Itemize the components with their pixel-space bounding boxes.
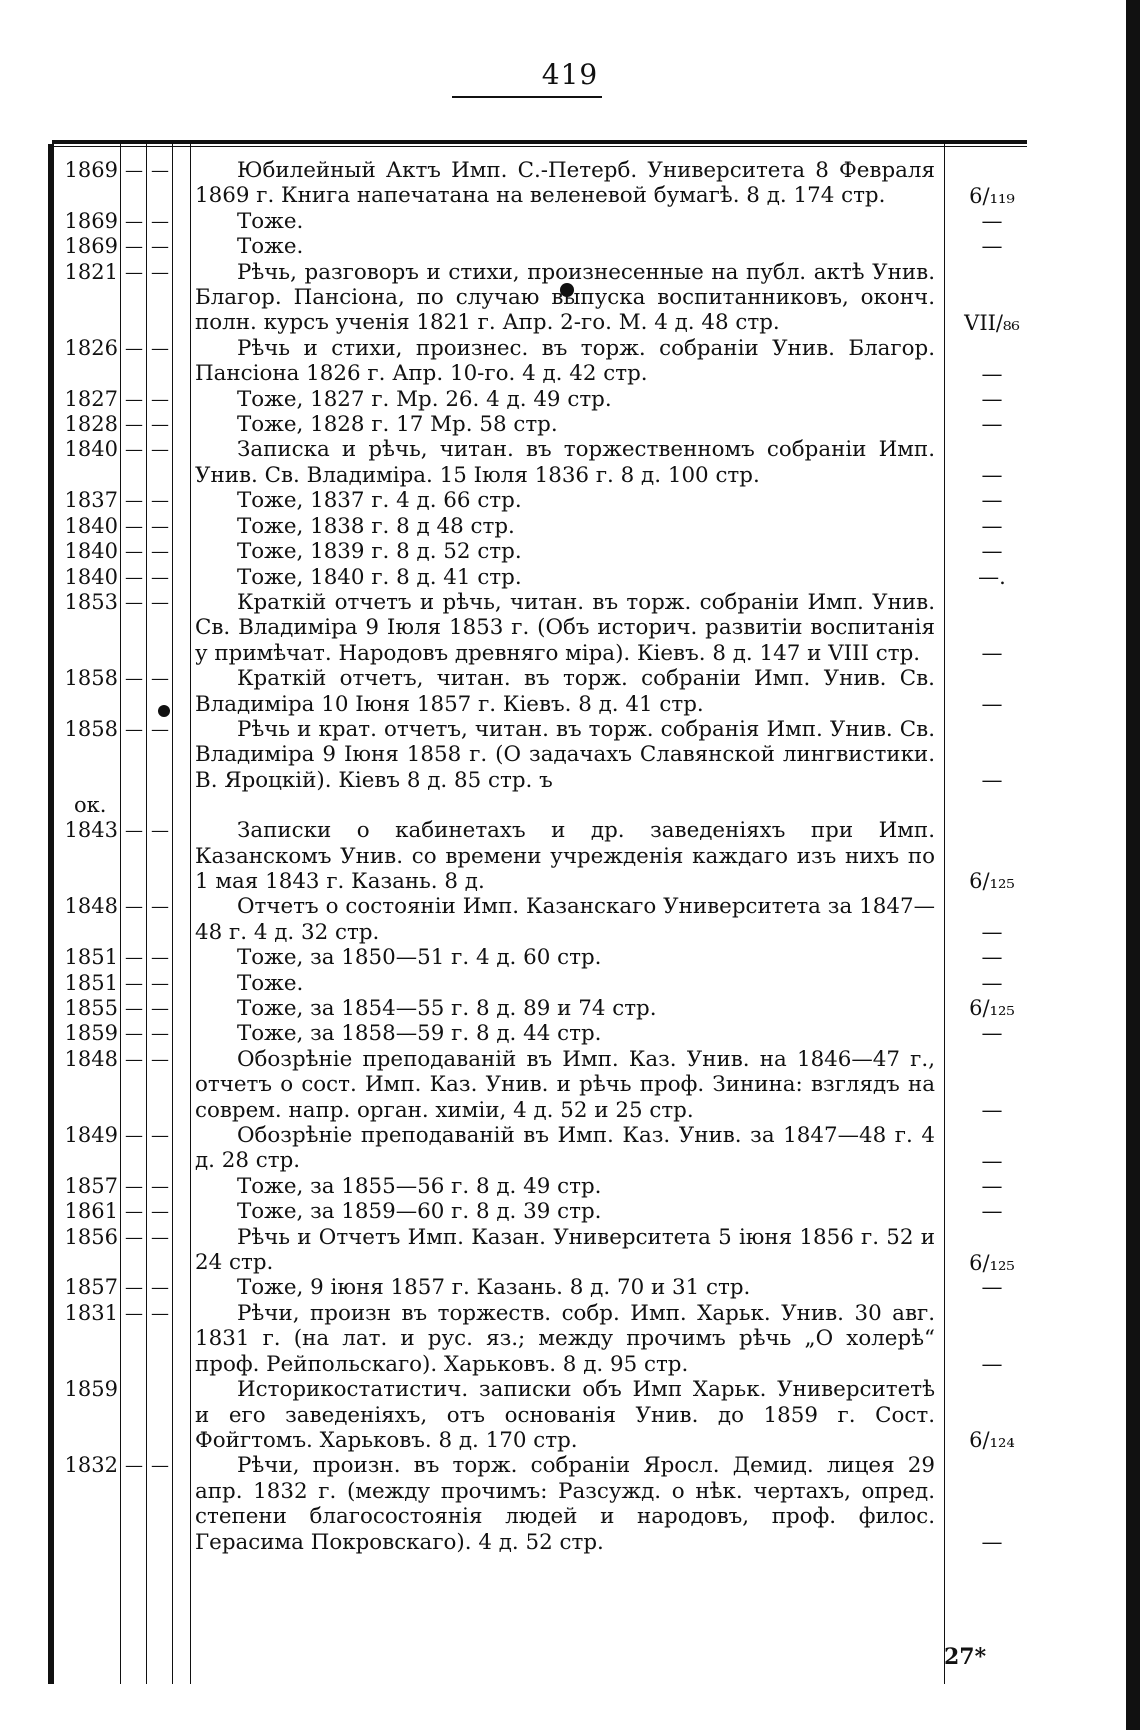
catalog-entry (0, 336, 1140, 387)
catalog-entry (0, 514, 1140, 539)
entry-dash: — (151, 566, 169, 588)
catalog-entry (0, 717, 1140, 793)
entry-text: Тоже, за 1855—56 г. 8 д. 49 стр. (237, 1173, 602, 1199)
entry-text: Тоже, 1838 г. 8 д 48 стр. (237, 513, 515, 539)
entry-year: 1859 (64, 1377, 118, 1402)
entry-text: Тоже, за 1850—51 г. 4 д. 60 стр. (237, 945, 602, 971)
entry-dash: — (151, 972, 169, 994)
entry-dash: — (125, 515, 143, 537)
catalog-entry (0, 539, 1140, 564)
entry-dash: — (151, 718, 169, 740)
entry-dash: — (151, 947, 169, 969)
entry-price: — (981, 1530, 1003, 1555)
entry-dash: — (125, 1125, 143, 1147)
entry-year: 1832 (64, 1453, 118, 1478)
catalog-entry (0, 1021, 1140, 1046)
entry-dash: — (125, 566, 143, 588)
entry-price: — (981, 1275, 1003, 1300)
entry-text: Тоже, 1828 г. 17 Мр. 58 стр. (237, 412, 558, 438)
entry-dash: — (125, 210, 143, 232)
catalog-entry (0, 1225, 1140, 1276)
entry-price: — (981, 970, 1003, 995)
entry-text: Рѣчь, разговоръ и стихи, произнесенные на публ. актѣ Унив. Благор. Пансіона, по случаю выпуска воспитанниковъ, оконч. полн. курсъ ученія 1821 г. Апр. 2-го. М. 4 д. 48 стр. (195, 259, 935, 336)
entry-dash: — (125, 439, 143, 461)
entry-dash: — (151, 998, 169, 1019)
entry-year: 1848 (64, 894, 118, 919)
entry-dash: — (125, 1023, 143, 1045)
entry-dash: — (151, 541, 169, 563)
entry-dash: — (125, 591, 143, 613)
entry-dash: — (125, 1201, 143, 1223)
entry-price: 6/₁₁₉ (969, 184, 1015, 208)
entry-dash: — (125, 236, 143, 258)
entry-dash: — (151, 337, 169, 359)
entry-price: — (981, 488, 1003, 513)
entry-text: Записки о кабинетахъ и др. заведеніяхъ при Имп. Казанскомъ Унив. со времени учрежденія каждаго изъ нихъ по 1 мая 1843 г. Казань. 8 д. (195, 818, 935, 894)
entry-price: — (981, 1021, 1003, 1046)
entry-dash: — (151, 210, 169, 232)
entry-price: — (981, 1149, 1003, 1174)
entry-price: 6/₁₂₄ (969, 1428, 1015, 1453)
catalog-entry (0, 1301, 1140, 1377)
entry-price: — (981, 361, 1003, 386)
entry-text: Тоже, 1839 г. 8 д. 52 стр. (237, 539, 522, 565)
entry-year: 1843 (64, 818, 118, 843)
entry-text: Тоже. (237, 208, 304, 234)
entry-dash: — (151, 1125, 169, 1147)
entry-dash: — (125, 1048, 143, 1070)
entry-price: — (981, 234, 1003, 259)
catalog-entry (0, 1275, 1140, 1300)
entry-price: — (981, 1351, 1003, 1376)
entry-dash: — (125, 160, 143, 181)
catalog-entry (0, 666, 1140, 717)
entry-dash: — (151, 1175, 169, 1197)
entry-text: Тоже. (237, 234, 304, 260)
entry-year: 1837 (64, 488, 118, 513)
table-top-rule-thin (52, 146, 1027, 147)
entry-year: 1859 (64, 1021, 118, 1046)
entry-dash: — (151, 591, 169, 613)
entry-dash: — (151, 261, 169, 283)
entry-price: 6/₁₂₅ (969, 996, 1015, 1020)
entry-text: Рѣчи, произн въ торжеств. собр. Имп. Харьк. Унив. 30 авг. 1831 г. (на лат. и рус. яз.; между прочимъ рѣчь „О холерѣ“ проф. Рейпольскаго). Харьковъ. 8 д. 95 стр. (195, 1300, 935, 1377)
entry-year: 1840 (64, 437, 118, 462)
entry-price: — (981, 386, 1003, 411)
entry-dash: — (125, 1175, 143, 1197)
entry-year: 1856 (64, 1224, 118, 1249)
entry-price: — (981, 412, 1003, 437)
entry-approx-mark: ок. (74, 793, 107, 818)
entry-year: 1869 (64, 158, 118, 182)
catalog-entry (0, 1453, 1140, 1555)
catalog-entry (0, 488, 1140, 513)
entry-text: Тоже, за 1858—59 г. 8 д. 44 стр. (237, 1021, 602, 1047)
catalog-entry (0, 1123, 1140, 1174)
entry-year: 1857 (64, 1173, 118, 1198)
entry-dash: — (151, 896, 169, 918)
entry-dash: — (125, 947, 143, 969)
entry-price: — (981, 1097, 1003, 1122)
catalog-entry (0, 996, 1140, 1021)
entry-price: — (981, 1173, 1003, 1198)
catalog-entry (0, 437, 1140, 488)
entry-year: 1827 (64, 386, 118, 411)
entry-dash: — (125, 896, 143, 918)
entry-dash: — (151, 388, 169, 410)
catalog-entry (0, 260, 1140, 336)
entry-text: Рѣчь и крат. отчетъ, читан. въ торж. собранія Имп. Унив. Св. Владиміра 9 Іюня 1858 г. (О задачахъ Славянской лингвистики. В. Яроцкій). Кіевъ 8 д. 85 стр. ъ (195, 716, 935, 793)
entry-dash: — (125, 972, 143, 994)
entry-price: 6/₁₂₅ (969, 1250, 1015, 1275)
entry-dash: — (151, 1455, 169, 1477)
entry-year: 1855 (64, 996, 118, 1020)
entry-dash: — (151, 820, 169, 842)
entry-year: 1851 (64, 945, 118, 970)
entry-price: —. (978, 564, 1006, 589)
entry-price: — (981, 463, 1003, 488)
catalog-entry (0, 412, 1140, 437)
catalog-entry (0, 945, 1140, 970)
entry-year: 1840 (64, 564, 118, 589)
catalog-entry (0, 590, 1140, 666)
entry-dash: — (151, 439, 169, 461)
page-number: 419 (541, 58, 599, 91)
entry-price: — (981, 1199, 1003, 1224)
catalog-entry (0, 158, 1140, 209)
entry-dash: — (151, 1226, 169, 1248)
entry-dash: — (125, 1277, 143, 1299)
entry-price: — (981, 692, 1003, 717)
catalog-entry (0, 1199, 1140, 1224)
entry-text: Тоже. (237, 970, 304, 996)
table-top-rule (52, 140, 1027, 144)
entry-dash: — (125, 718, 143, 740)
entry-year: 1857 (64, 1275, 118, 1300)
entry-text: Отчетъ о состояніи Имп. Казанскаго Университета за 1847—48 г. 4 д. 32 стр. (195, 894, 935, 945)
entry-dash: — (125, 998, 143, 1019)
catalog-entry (0, 971, 1140, 996)
entry-dash: — (151, 1201, 169, 1223)
catalog-entry (0, 209, 1140, 234)
entry-dash: — (151, 1277, 169, 1299)
entry-price: 6/₁₂₅ (969, 869, 1015, 894)
entry-dash: — (125, 668, 143, 690)
entry-text: Тоже, за 1859—60 г. 8 д. 39 стр. (237, 1199, 602, 1225)
entry-dash: — (125, 490, 143, 512)
entry-year: 1849 (64, 1123, 118, 1148)
entry-year: 1869 (64, 234, 118, 259)
entry-dash: — (125, 261, 143, 283)
catalog-entry (0, 565, 1140, 590)
entry-text: Рѣчь и Отчетъ Имп. Казан. Университета 5 іюня 1856 г. 52 и 24 стр. (195, 1224, 935, 1276)
catalog-entry (0, 1047, 1140, 1123)
entry-text: Юбилейный Актъ Имп. С.-Петерб. Университета 8 Февраля 1869 г. Книга напечатана на веленевой бумагѣ. 8 д. 174 стр. (195, 158, 935, 209)
catalog-entry (0, 234, 1140, 259)
entry-price: — (981, 945, 1003, 970)
entry-year: 1831 (64, 1300, 118, 1325)
entry-year: 1821 (64, 259, 118, 284)
entry-price: — (981, 640, 1003, 665)
entry-text: Тоже, 1840 г. 8 д. 41 стр. (237, 564, 522, 590)
entry-price: — (981, 539, 1003, 564)
entry-text: Тоже, 1827 г. Мр. 26. 4 д. 49 стр. (237, 386, 612, 412)
entry-dash: — (151, 236, 169, 258)
entry-text: Краткій отчетъ и рѣчь, читан. въ торж. собраніи Имп. Унив. Св. Владиміра 9 Іюля 1853 г. (Объ историч. развитіи воспитанія у примѣчат. Народовъ древняго міра). Кіевъ. 8 д. 147 и VIII стр. (195, 589, 935, 666)
entry-year: 1840 (64, 513, 118, 538)
entry-dash: — (125, 337, 143, 359)
entry-dash: — (151, 490, 169, 512)
catalog-entries (0, 158, 1140, 1555)
entry-year: 1858 (64, 716, 118, 741)
catalog-entry (0, 387, 1140, 412)
entry-dash: — (151, 1302, 169, 1324)
entry-text: Обозрѣніе преподаваній въ Имп. Каз. Унив. на 1846—47 г., отчетъ о сост. Имп. Каз. Унив. и рѣчь проф. Зинина: взглядъ на соврем. напр. орган. химіи, 4 д. 52 и 25 стр. (195, 1046, 935, 1123)
entry-text: Тоже, 9 іюня 1857 г. Казань. 8 д. 70 и 31 стр. (237, 1275, 751, 1301)
entry-text: Обозрѣніе преподаваній въ Имп. Каз. Унив. за 1847—48 г. 4 д. 28 стр. (195, 1123, 935, 1174)
entry-year: 1858 (64, 666, 118, 691)
entry-price: — (981, 767, 1003, 792)
entry-text: Тоже, 1837 г. 4 д. 66 стр. (237, 488, 522, 514)
entry-text: Рѣчи, произн. въ торж. собраніи Яросл. Демид. лицея 29 апр. 1832 г. (между прочимъ: Разсужд. о нѣк. чертахъ, опред. степени благосостоянія людей и народовъ, проф. филос. Герасима Покровскаго). 4 д. 52 стр. (195, 1453, 935, 1555)
entry-dash: — (125, 541, 143, 563)
entry-year: 1848 (64, 1046, 118, 1071)
entry-year: 1869 (64, 208, 118, 233)
catalog-entry (0, 1377, 1140, 1453)
entry-dash: — (151, 515, 169, 537)
catalog-entry (0, 894, 1140, 945)
signature-mark: 27* (944, 1644, 987, 1670)
entry-year: 1840 (64, 539, 118, 564)
entry-year: 1851 (64, 970, 118, 995)
entry-dash: — (125, 388, 143, 410)
entry-price: VII/₈₆ (964, 310, 1020, 335)
entry-text: Рѣчь и стихи, произнес. въ торж. собраніи Унив. Благор. Пансіона 1826 г. Апр. 10-го. 4 д. 42 стр. (195, 335, 935, 387)
entry-dash: — (151, 668, 169, 690)
entry-dash: — (125, 820, 143, 842)
entry-dash: — (151, 1023, 169, 1045)
entry-text: Историкостатистич. записки объ Имп Харьк. Университетѣ и его заведеніяхъ, отъ основанія Унив. до 1859 г. Сост. Фойгтомъ. Харьковъ. 8 д. 170 стр. (195, 1377, 935, 1453)
entry-price: — (981, 920, 1003, 945)
page-number-rule (452, 96, 602, 98)
entry-year: 1828 (64, 412, 118, 437)
entry-dash: — (125, 1226, 143, 1248)
entry-text: Тоже, за 1854—55 г. 8 д. 89 и 74 стр. (237, 996, 657, 1021)
entry-text: Записка и рѣчь, читан. въ торжественномъ собраніи Имп. Унив. Св. Владиміра. 15 Іюля 1836 г. 8 д. 100 стр. (195, 437, 935, 488)
entry-year: 1826 (64, 335, 118, 360)
entry-price: — (981, 513, 1003, 538)
entry-dash: — (125, 1302, 143, 1324)
entry-dash: — (151, 160, 169, 181)
entry-year: 1861 (64, 1199, 118, 1224)
entry-price: — (981, 208, 1003, 233)
catalog-entry (0, 793, 1140, 894)
entry-dash: — (125, 1455, 143, 1477)
entry-dash: — (151, 1048, 169, 1070)
entry-dash: — (125, 414, 143, 436)
entry-year: 1853 (64, 589, 118, 614)
entry-text: Краткій отчетъ, читан. въ торж. собраніи Имп. Унив. Св. Владиміра 10 Іюня 1857 г. Кіевъ. 8 д. 41 стр. (195, 666, 935, 717)
catalog-entry (0, 1174, 1140, 1199)
entry-dash: — (151, 414, 169, 436)
